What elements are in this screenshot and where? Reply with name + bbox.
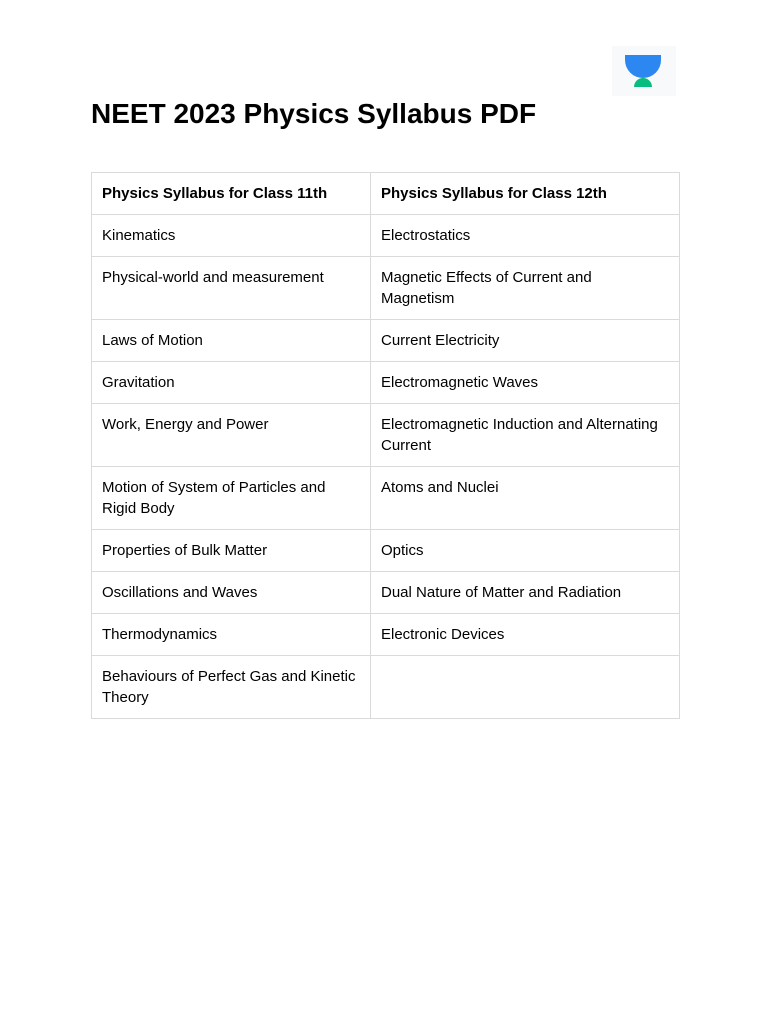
table-row [92,320,680,362]
class-11-topic: Properties of Bulk Matter [92,530,371,572]
table-row [92,215,680,257]
class-12-topic: Electromagnetic Induction and Alternating Current [371,404,680,467]
logo-mark-icon [612,46,676,96]
column-header-class-12: Physics Syllabus for Class 12th [371,173,680,215]
class-12-topic: Dual Nature of Matter and Radiation [371,572,680,614]
table-row [92,572,680,614]
table-header-row [92,173,680,215]
class-11-topic: Work, Energy and Power [92,404,371,467]
class-11-topic: Gravitation [92,362,371,404]
class-12-topic: Electromagnetic Waves [371,362,680,404]
class-12-topic: Electrostatics [371,215,680,257]
class-11-topic: Motion of System of Particles and Rigid Body [92,467,371,530]
class-11-topic: Physical-world and measurement [92,257,371,320]
table-row [92,656,680,719]
table-row [92,257,680,320]
unacademy-logo [612,46,676,96]
class-12-topic: Magnetic Effects of Current and Magnetism [371,257,680,320]
table-row [92,467,680,530]
column-header-class-11: Physics Syllabus for Class 11th [92,173,371,215]
class-11-topic: Thermodynamics [92,614,371,656]
page-title: NEET 2023 Physics Syllabus PDF [91,98,537,129]
class-12-topic: Current Electricity [371,320,680,362]
table-row [92,404,680,467]
class-12-topic: Electronic Devices [371,614,680,656]
class-11-topic: Kinematics [92,215,371,257]
table-row [92,530,680,572]
syllabus-table [91,172,680,719]
table-row [92,362,680,404]
table-row [92,614,680,656]
class-12-topic: Optics [371,530,680,572]
class-11-topic: Oscillations and Waves [92,572,371,614]
class-12-topic [371,656,680,719]
class-11-topic: Laws of Motion [92,320,371,362]
class-11-topic: Behaviours of Perfect Gas and Kinetic Theory [92,656,371,719]
class-12-topic: Atoms and Nuclei [371,467,680,530]
